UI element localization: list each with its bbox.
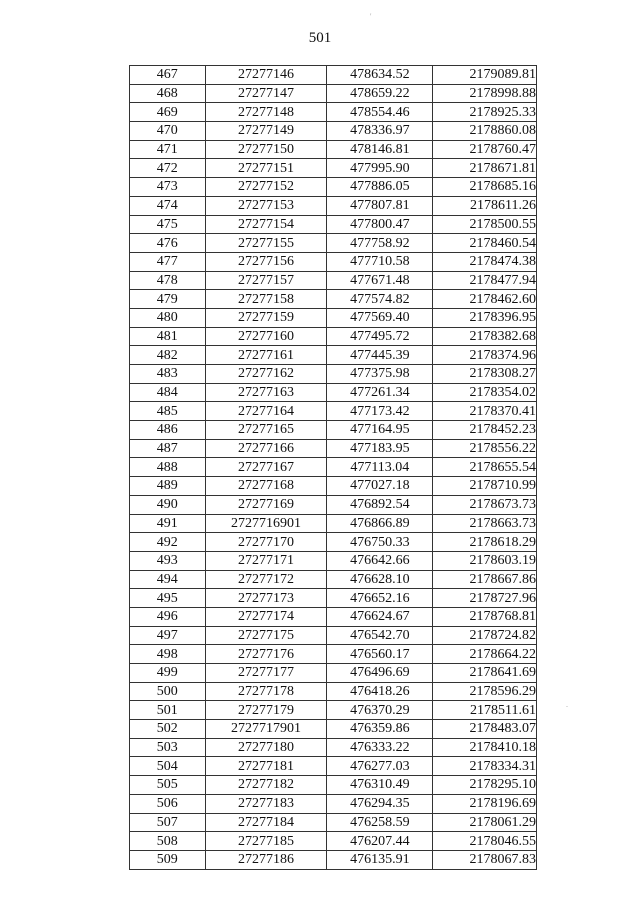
x-coordinate-cell: 477173.42 — [327, 402, 433, 421]
row-number-cell: 498 — [130, 645, 206, 664]
point-id-cell: 27277146 — [205, 66, 327, 85]
table-row — [130, 439, 537, 458]
y-coordinate-cell: 2178046.55 — [433, 832, 537, 851]
table-row — [130, 738, 537, 757]
point-id-cell: 27277174 — [205, 607, 327, 626]
row-number-cell: 473 — [130, 178, 206, 197]
point-id-cell: 27277186 — [205, 850, 327, 869]
table-row — [130, 533, 537, 552]
point-id-cell: 27277160 — [205, 327, 327, 346]
y-coordinate-cell: 2178925.33 — [433, 103, 537, 122]
y-coordinate-cell: 2178685.16 — [433, 178, 537, 197]
y-coordinate-cell: 2178308.27 — [433, 365, 537, 384]
x-coordinate-cell: 477886.05 — [327, 178, 433, 197]
table-row — [130, 607, 537, 626]
table-row — [130, 794, 537, 813]
row-number-cell: 496 — [130, 607, 206, 626]
y-coordinate-cell: 2178618.29 — [433, 533, 537, 552]
point-id-cell: 27277178 — [205, 682, 327, 701]
row-number-cell: 500 — [130, 682, 206, 701]
y-coordinate-cell: 2178460.54 — [433, 234, 537, 253]
row-number-cell: 509 — [130, 850, 206, 869]
table-row — [130, 495, 537, 514]
row-number-cell: 501 — [130, 701, 206, 720]
x-coordinate-cell: 477183.95 — [327, 439, 433, 458]
table-row — [130, 252, 537, 271]
point-id-cell: 27277170 — [205, 533, 327, 552]
point-id-cell: 27277185 — [205, 832, 327, 851]
point-id-cell: 27277158 — [205, 290, 327, 309]
point-id-cell: 27277171 — [205, 551, 327, 570]
x-coordinate-cell: 476496.69 — [327, 664, 433, 683]
table-row — [130, 140, 537, 159]
table-row — [130, 626, 537, 645]
y-coordinate-cell: 2178061.29 — [433, 813, 537, 832]
x-coordinate-cell: 477113.04 — [327, 458, 433, 477]
table-row — [130, 645, 537, 664]
x-coordinate-cell: 478634.52 — [327, 66, 433, 85]
table-row — [130, 458, 537, 477]
row-number-cell: 502 — [130, 720, 206, 739]
point-id-cell: 27277147 — [205, 84, 327, 103]
y-coordinate-cell: 2178860.08 — [433, 122, 537, 141]
point-id-cell: 27277163 — [205, 383, 327, 402]
y-coordinate-cell: 2178511.61 — [433, 701, 537, 720]
x-coordinate-cell: 477375.98 — [327, 365, 433, 384]
point-id-cell: 27277148 — [205, 103, 327, 122]
point-id-cell: 27277153 — [205, 196, 327, 215]
y-coordinate-cell: 2178671.81 — [433, 159, 537, 178]
coordinates-table — [129, 65, 537, 870]
x-coordinate-cell: 476359.86 — [327, 720, 433, 739]
row-number-cell: 494 — [130, 570, 206, 589]
x-coordinate-cell: 476542.70 — [327, 626, 433, 645]
point-id-cell: 27277161 — [205, 346, 327, 365]
row-number-cell: 503 — [130, 738, 206, 757]
row-number-cell: 471 — [130, 140, 206, 159]
table-row — [130, 178, 537, 197]
x-coordinate-cell: 477569.40 — [327, 308, 433, 327]
y-coordinate-cell: 2178295.10 — [433, 776, 537, 795]
y-coordinate-cell: 2178641.69 — [433, 664, 537, 683]
row-number-cell: 474 — [130, 196, 206, 215]
y-coordinate-cell: 2178673.73 — [433, 495, 537, 514]
y-coordinate-cell: 2178500.55 — [433, 215, 537, 234]
y-coordinate-cell: 2178998.88 — [433, 84, 537, 103]
table-row — [130, 159, 537, 178]
y-coordinate-cell: 2178196.69 — [433, 794, 537, 813]
point-id-cell: 27277179 — [205, 701, 327, 720]
table-row — [130, 589, 537, 608]
row-number-cell: 472 — [130, 159, 206, 178]
point-id-cell: 27277169 — [205, 495, 327, 514]
point-id-cell: 27277165 — [205, 421, 327, 440]
row-number-cell: 470 — [130, 122, 206, 141]
x-coordinate-cell: 477807.81 — [327, 196, 433, 215]
x-coordinate-cell: 476652.16 — [327, 589, 433, 608]
y-coordinate-cell: 2178374.96 — [433, 346, 537, 365]
row-number-cell: 480 — [130, 308, 206, 327]
x-coordinate-cell: 477027.18 — [327, 477, 433, 496]
x-coordinate-cell: 477800.47 — [327, 215, 433, 234]
x-coordinate-cell: 477995.90 — [327, 159, 433, 178]
point-id-cell: 27277162 — [205, 365, 327, 384]
table-row — [130, 813, 537, 832]
y-coordinate-cell: 2178603.19 — [433, 551, 537, 570]
table-row — [130, 832, 537, 851]
point-id-cell: 27277159 — [205, 308, 327, 327]
point-id-cell: 27277177 — [205, 664, 327, 683]
row-number-cell: 476 — [130, 234, 206, 253]
table-row — [130, 664, 537, 683]
table-row — [130, 271, 537, 290]
y-coordinate-cell: 2178664.22 — [433, 645, 537, 664]
table-row — [130, 290, 537, 309]
x-coordinate-cell: 476135.91 — [327, 850, 433, 869]
x-coordinate-cell: 476310.49 — [327, 776, 433, 795]
x-coordinate-cell: 476624.67 — [327, 607, 433, 626]
table-row — [130, 327, 537, 346]
y-coordinate-cell: 2178611.26 — [433, 196, 537, 215]
row-number-cell: 507 — [130, 813, 206, 832]
point-id-cell: 27277182 — [205, 776, 327, 795]
table-row — [130, 215, 537, 234]
y-coordinate-cell: 2178768.81 — [433, 607, 537, 626]
point-id-cell: 2727716901 — [205, 514, 327, 533]
x-coordinate-cell: 476560.17 — [327, 645, 433, 664]
y-coordinate-cell: 2178452.23 — [433, 421, 537, 440]
x-coordinate-cell: 478659.22 — [327, 84, 433, 103]
y-coordinate-cell: 2178596.29 — [433, 682, 537, 701]
y-coordinate-cell: 2178667.86 — [433, 570, 537, 589]
table-row — [130, 701, 537, 720]
point-id-cell: 27277151 — [205, 159, 327, 178]
table-row — [130, 551, 537, 570]
table-row — [130, 402, 537, 421]
x-coordinate-cell: 477574.82 — [327, 290, 433, 309]
scan-speck: . — [566, 700, 568, 709]
row-number-cell: 468 — [130, 84, 206, 103]
row-number-cell: 481 — [130, 327, 206, 346]
x-coordinate-cell: 477445.39 — [327, 346, 433, 365]
point-id-cell: 2727717901 — [205, 720, 327, 739]
row-number-cell: 467 — [130, 66, 206, 85]
x-coordinate-cell: 476892.54 — [327, 495, 433, 514]
point-id-cell: 27277173 — [205, 589, 327, 608]
table-row — [130, 234, 537, 253]
row-number-cell: 486 — [130, 421, 206, 440]
row-number-cell: 469 — [130, 103, 206, 122]
y-coordinate-cell: 2178410.18 — [433, 738, 537, 757]
x-coordinate-cell: 476294.35 — [327, 794, 433, 813]
point-id-cell: 27277152 — [205, 178, 327, 197]
point-id-cell: 27277183 — [205, 794, 327, 813]
table-row — [130, 682, 537, 701]
y-coordinate-cell: 2178483.07 — [433, 720, 537, 739]
row-number-cell: 491 — [130, 514, 206, 533]
y-coordinate-cell: 2178370.41 — [433, 402, 537, 421]
point-id-cell: 27277164 — [205, 402, 327, 421]
table-row — [130, 477, 537, 496]
x-coordinate-cell: 476277.03 — [327, 757, 433, 776]
point-id-cell: 27277150 — [205, 140, 327, 159]
x-coordinate-cell: 476333.22 — [327, 738, 433, 757]
row-number-cell: 484 — [130, 383, 206, 402]
point-id-cell: 27277156 — [205, 252, 327, 271]
point-id-cell: 27277175 — [205, 626, 327, 645]
y-coordinate-cell: 2178556.22 — [433, 439, 537, 458]
row-number-cell: 482 — [130, 346, 206, 365]
table-row — [130, 383, 537, 402]
x-coordinate-cell: 476207.44 — [327, 832, 433, 851]
y-coordinate-cell: 2179089.81 — [433, 66, 537, 85]
y-coordinate-cell: 2178760.47 — [433, 140, 537, 159]
x-coordinate-cell: 478336.97 — [327, 122, 433, 141]
point-id-cell: 27277168 — [205, 477, 327, 496]
row-number-cell: 506 — [130, 794, 206, 813]
x-coordinate-cell: 477495.72 — [327, 327, 433, 346]
x-coordinate-cell: 476628.10 — [327, 570, 433, 589]
x-coordinate-cell: 477710.58 — [327, 252, 433, 271]
y-coordinate-cell: 2178663.73 — [433, 514, 537, 533]
x-coordinate-cell: 476418.26 — [327, 682, 433, 701]
row-number-cell: 492 — [130, 533, 206, 552]
row-number-cell: 488 — [130, 458, 206, 477]
y-coordinate-cell: 2178067.83 — [433, 850, 537, 869]
scan-speck: ' — [370, 12, 372, 21]
x-coordinate-cell: 476750.33 — [327, 533, 433, 552]
point-id-cell: 27277180 — [205, 738, 327, 757]
row-number-cell: 490 — [130, 495, 206, 514]
x-coordinate-cell: 476370.29 — [327, 701, 433, 720]
x-coordinate-cell: 476866.89 — [327, 514, 433, 533]
table-row — [130, 720, 537, 739]
row-number-cell: 489 — [130, 477, 206, 496]
y-coordinate-cell: 2178396.95 — [433, 308, 537, 327]
row-number-cell: 499 — [130, 664, 206, 683]
table-row — [130, 365, 537, 384]
row-number-cell: 479 — [130, 290, 206, 309]
table-row — [130, 757, 537, 776]
table-row — [130, 421, 537, 440]
point-id-cell: 27277157 — [205, 271, 327, 290]
y-coordinate-cell: 2178354.02 — [433, 383, 537, 402]
x-coordinate-cell: 477164.95 — [327, 421, 433, 440]
y-coordinate-cell: 2178655.54 — [433, 458, 537, 477]
point-id-cell: 27277172 — [205, 570, 327, 589]
row-number-cell: 475 — [130, 215, 206, 234]
x-coordinate-cell: 477671.48 — [327, 271, 433, 290]
row-number-cell: 483 — [130, 365, 206, 384]
page-number: 501 — [308, 30, 332, 46]
table-row — [130, 103, 537, 122]
y-coordinate-cell: 2178334.31 — [433, 757, 537, 776]
row-number-cell: 505 — [130, 776, 206, 795]
table-body — [130, 66, 537, 870]
table-row — [130, 84, 537, 103]
point-id-cell: 27277184 — [205, 813, 327, 832]
y-coordinate-cell: 2178382.68 — [433, 327, 537, 346]
row-number-cell: 478 — [130, 271, 206, 290]
y-coordinate-cell: 2178727.96 — [433, 589, 537, 608]
row-number-cell: 485 — [130, 402, 206, 421]
point-id-cell: 27277181 — [205, 757, 327, 776]
row-number-cell: 477 — [130, 252, 206, 271]
y-coordinate-cell: 2178724.82 — [433, 626, 537, 645]
x-coordinate-cell: 478554.46 — [327, 103, 433, 122]
table-row — [130, 66, 537, 85]
table-row — [130, 776, 537, 795]
x-coordinate-cell: 476642.66 — [327, 551, 433, 570]
row-number-cell: 493 — [130, 551, 206, 570]
y-coordinate-cell: 2178477.94 — [433, 271, 537, 290]
x-coordinate-cell: 477261.34 — [327, 383, 433, 402]
table-row — [130, 514, 537, 533]
y-coordinate-cell: 2178462.60 — [433, 290, 537, 309]
x-coordinate-cell: 476258.59 — [327, 813, 433, 832]
point-id-cell: 27277154 — [205, 215, 327, 234]
table-row — [130, 308, 537, 327]
table-row — [130, 850, 537, 869]
x-coordinate-cell: 477758.92 — [327, 234, 433, 253]
y-coordinate-cell: 2178710.99 — [433, 477, 537, 496]
x-coordinate-cell: 478146.81 — [327, 140, 433, 159]
point-id-cell: 27277149 — [205, 122, 327, 141]
table-row — [130, 346, 537, 365]
row-number-cell: 495 — [130, 589, 206, 608]
y-coordinate-cell: 2178474.38 — [433, 252, 537, 271]
row-number-cell: 497 — [130, 626, 206, 645]
row-number-cell: 508 — [130, 832, 206, 851]
table-row — [130, 122, 537, 141]
table-row — [130, 196, 537, 215]
point-id-cell: 27277166 — [205, 439, 327, 458]
point-id-cell: 27277167 — [205, 458, 327, 477]
point-id-cell: 27277176 — [205, 645, 327, 664]
point-id-cell: 27277155 — [205, 234, 327, 253]
table-row — [130, 570, 537, 589]
row-number-cell: 504 — [130, 757, 206, 776]
row-number-cell: 487 — [130, 439, 206, 458]
